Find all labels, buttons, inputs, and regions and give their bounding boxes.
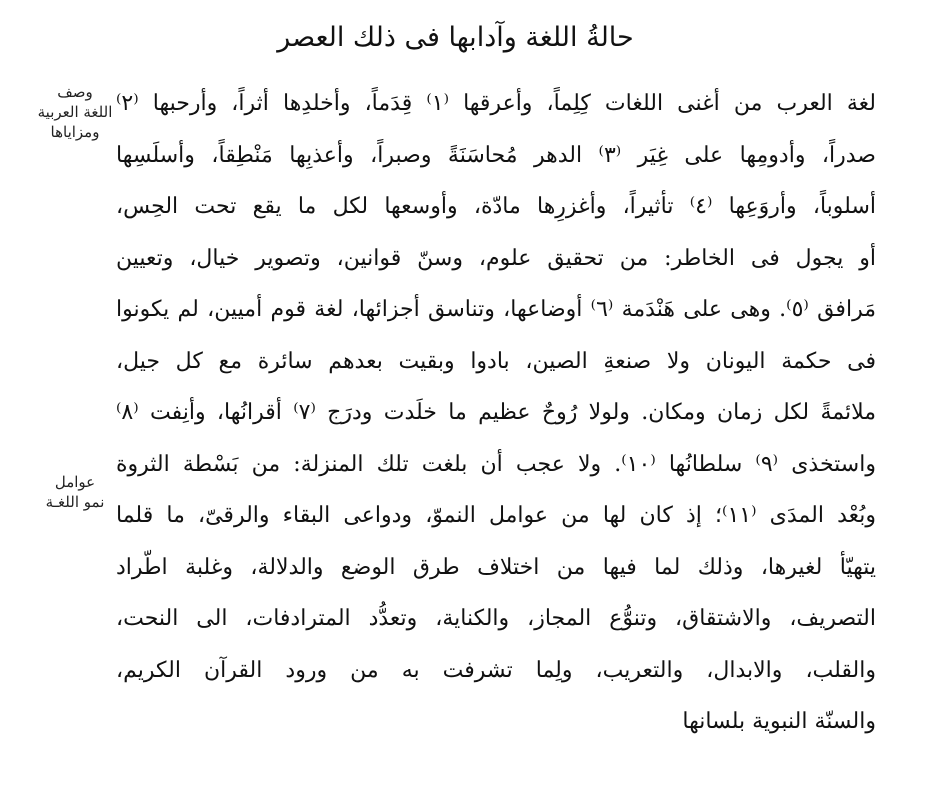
text-line: والقلب، والابدال، والتعريب، ولِما تشرفت به من ورود القرآن الكريم، bbox=[116, 657, 876, 683]
margin-note-line: عوامل bbox=[54, 473, 96, 491]
text-line: أسلوباً، وأروَعِها ⁽٤⁾ تأثيراً، وأغزرِها مادّة، وأوسعها لكل ما يقع تحت الحِس، bbox=[116, 194, 876, 219]
text-line: صدراً، وأدومِها على غِيَر ⁽٣⁾ الدهر مُحاسَنَةً وصبراً، وأعذبِها مَنْطِقاً، وأسلَسِها bbox=[116, 142, 876, 168]
page-title: حالةُ اللغة وآدابها فى ذلك العصر bbox=[277, 22, 634, 53]
margin-note-language-description bbox=[20, 82, 130, 142]
text-line: والسنّة النبوية بلسانها bbox=[682, 709, 876, 734]
text-line: وبُعْد المدَى ⁽١١⁾؛ إذ كان لها من عوامل النموّ، ودواعى البقاء والرقىّ، ما قلما bbox=[116, 503, 876, 528]
text-line: يتهيّأ لغيرها، وذلك لما فيها من اختلاف طرق الوضع والدلالة، وغلبة اطّراد bbox=[116, 554, 876, 580]
text-line: ملائمةً لكل زمان ومكان. ولولا رُوحٌ عظيم ما خلَدت ودرَج ⁽٧⁾ أقرانُها، وأنِفت ⁽٨⁾ bbox=[116, 400, 876, 425]
text-line: لغة العرب من أغنى اللغات كِلِماً، وأعرقها ⁽١⁾ قِدَماً، وأخلدِها أثراً، وأرحبها ⁽٢⁾ bbox=[116, 91, 876, 116]
margin-note-line: وصف bbox=[57, 83, 93, 101]
margin-note-growth-factors bbox=[20, 472, 130, 512]
text-line: واستخذى ⁽٩⁾ سلطانُها ⁽١٠⁾. ولا عجب أن بلغت تلك المنزلة: من بَسْطة الثروة bbox=[116, 451, 876, 477]
body-paragraph bbox=[116, 78, 876, 748]
text-line: أو يجول فى الخاطر: من تحقيق علوم، وسنّ قوانين، وتصوير خيال، وتعيين bbox=[116, 245, 876, 271]
text-line: مَرافق ⁽٥⁾. وهى على هَنْدَمة ⁽٦⁾ أوضاعها، وتناسق أجزائها، لغة قوم أميين، لم يكونوا bbox=[116, 297, 876, 322]
text-line: التصريف، والاشتقاق، وتنوُّع المجاز، والكناية، وتعدُّد المترادفات، الى النحت، bbox=[116, 606, 876, 631]
margin-note-line: نمو اللغـة bbox=[45, 493, 105, 511]
text-line: فى حكمة اليونان ولا صنعةِ الصين، بادوا وبقيت بعدهم سائرة مع كل جيل، bbox=[116, 348, 876, 374]
margin-note-line: ومزاياها bbox=[50, 123, 100, 141]
margin-note-line: اللغة العربية bbox=[37, 103, 113, 121]
